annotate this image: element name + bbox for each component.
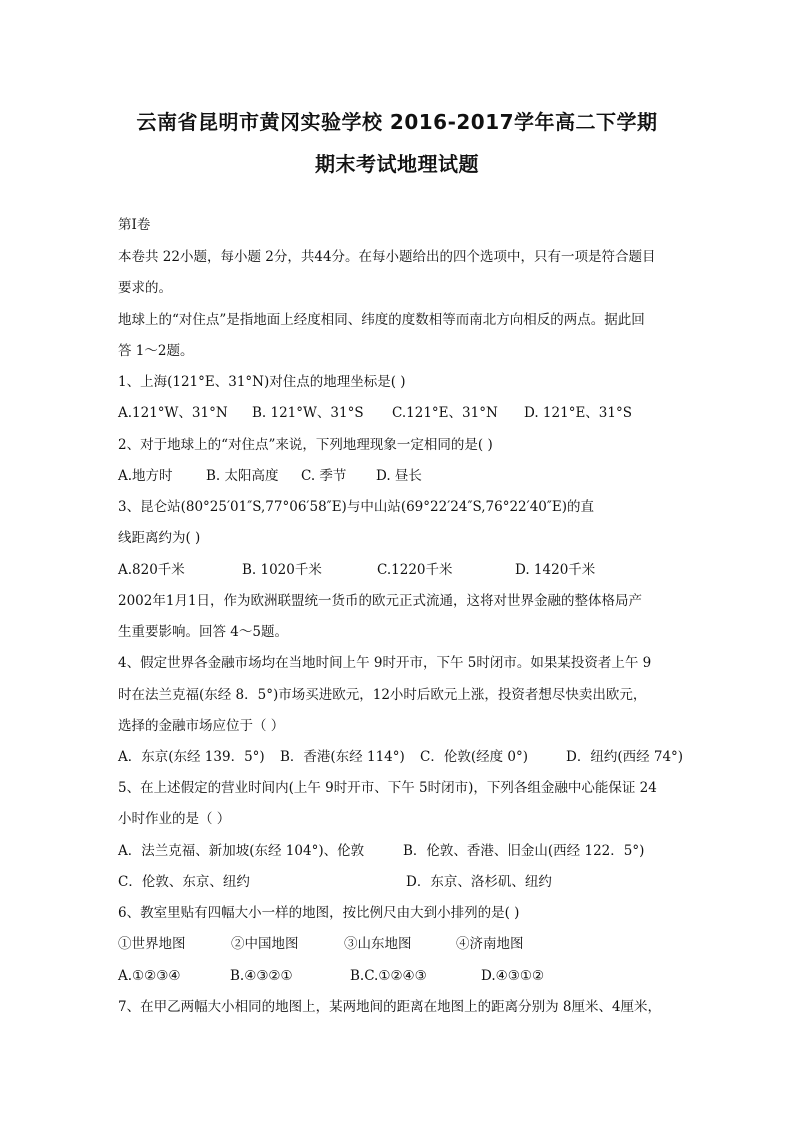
q1-option-b: B. 121°W、31°S: [252, 405, 364, 421]
q6-option-c: B.C.①②④③: [350, 968, 427, 984]
q4-options: [118, 748, 683, 766]
q6-items: [118, 935, 524, 953]
q1-option-d: D. 121°E、31°S: [524, 405, 632, 421]
q4-line2: 时在法兰克福(东经 8．5°)市场买进欧元，12小时后欧元上涨，投资者想尽快卖出欧元，: [118, 687, 647, 703]
q6-item-1: ①世界地图: [118, 936, 186, 952]
q5-line1: 5、在上述假定的营业时间内(上午 9时开市、下午 5时闭市)，下列各组金融中心能保证 24: [118, 780, 657, 796]
q3-option-d: D. 1420千米: [515, 562, 596, 578]
q3-line1: 3、昆仑站(80°25′01″S,77°06′58″E)与中山站(69°22′24″S,76°22′40″E)的直: [118, 499, 595, 515]
q2-option-d: D. 昼长: [376, 468, 422, 484]
q5-options-row2: [118, 873, 552, 891]
q4-option-d: D．纽约(西经 74°): [566, 749, 684, 765]
q7-line1: 7、在甲乙两幅大小相同的地图上，某两地间的距离在地图上的距离分别为 8厘米、4厘米，: [118, 999, 662, 1015]
q3-option-c: C.1220千米: [377, 562, 453, 578]
q6-option-d: D.④③①②: [481, 968, 545, 984]
q5-line2: 小时作业的是（ ）: [118, 811, 231, 827]
q3-option-b: B. 1020千米: [242, 562, 322, 578]
q5-options-row1: [118, 842, 644, 860]
q4-option-b: B．香港(东经 114°): [280, 749, 405, 765]
instructions-line2: 要求的。: [118, 280, 172, 296]
q1-option-c: C.121°E、31°N: [392, 405, 498, 421]
q5-option-a: A．法兰克福、新加坡(东经 104°)、伦敦: [118, 843, 365, 859]
q2-option-c: C. 季节: [301, 468, 347, 484]
q4-line3: 选择的金融市场应位于（ ）: [118, 718, 285, 734]
exam-title-line1: 云南省昆明市黄冈实验学校 2016-2017学年高二下学期: [136, 110, 658, 134]
q4-line1: 4、假定世界各金融市场均在当地时间上午 9时开市，下午 5时闭市。如果某投资者上午 9: [118, 655, 652, 671]
intro2-line1: 2002年1月1日，作为欧洲联盟统一货币的欧元正式流通，这将对世界金融的整体格局产: [118, 593, 643, 609]
intro2-line2: 生重要影响。回答 4～5题。: [118, 624, 288, 640]
section-label: 第I卷: [118, 217, 151, 233]
q5-option-d: D．东京、洛杉矶、纽约: [406, 874, 552, 890]
q6-item-3: ③山东地图: [344, 936, 412, 952]
q6-item-2: ②中国地图: [231, 936, 299, 952]
q2-option-a: A.地方时: [118, 468, 173, 484]
q6-options: [118, 967, 544, 985]
q1-options: [118, 404, 632, 422]
q5-option-c: C．伦敦、东京、纽约: [118, 874, 250, 890]
q6-option-b: B.④③②①: [230, 968, 293, 984]
q6-stem: 6、教室里贴有四幅大小一样的地图，按比例尺由大到小排列的是( ): [118, 905, 520, 921]
intro1-line2: 答 1～2题。: [118, 343, 194, 359]
q1-option-a: A.121°W、31°N: [118, 405, 228, 421]
exam-title-line2: 期末考试地理试题: [315, 152, 479, 176]
q6-option-a: A.①②③④: [118, 968, 181, 984]
q1-stem: 1、上海(121°E、31°N)对住点的地理坐标是( ): [118, 374, 406, 390]
instructions-line1: 本卷共 22小题，每小题 2分，共44分。在每小题给出的四个选项中，只有一项是符合题目: [118, 249, 656, 265]
q3-line2: 线距离约为( ): [118, 530, 201, 546]
q4-option-a: A．东京(东经 139．5°): [118, 749, 265, 765]
q6-item-4: ④济南地图: [456, 936, 524, 952]
q2-stem: 2、对于地球上的“对住点”来说，下列地理现象一定相同的是( ): [118, 437, 493, 453]
q2-option-b: B. 太阳高度: [206, 468, 279, 484]
q4-option-c: C．伦敦(经度 0°): [420, 749, 528, 765]
q3-option-a: A.820千米: [118, 562, 185, 578]
q2-options: [118, 467, 422, 485]
q3-options: [118, 561, 595, 579]
q5-option-b: B．伦敦、香港、旧金山(西经 122．5°): [403, 843, 645, 859]
intro1-line1: 地球上的“对住点”是指地面上经度相同、纬度的度数相等而南北方向相反的两点。据此回: [118, 312, 645, 328]
